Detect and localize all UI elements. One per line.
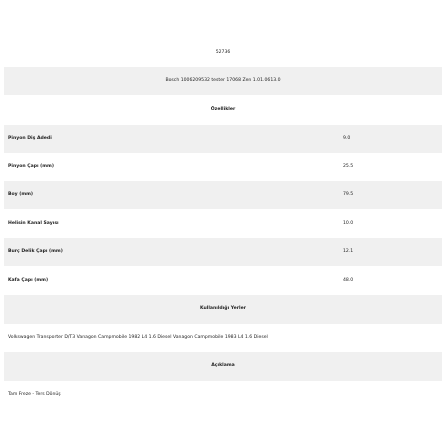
spec-label: Burç Delik Çapı (mm) [8,248,63,254]
spec-row [4,181,442,209]
spec-value: 9.0 [343,135,351,141]
reference-row [4,67,442,95]
usage-text: Volkswagen Transporter D/T3 Vanagon Campmobile 1982 L4 1.6 Diesel Vanagon Campmobile 1983 L4 1.6 Diesel [8,334,268,340]
description-section-title: Açıklama [211,363,235,369]
spec-label: Kafa Çapı (mm) [8,277,49,283]
specs-section-title: Özellikler [210,106,236,112]
spec-row [4,210,442,238]
spec-row [4,267,442,295]
description-section-title-row [4,352,442,381]
spec-value: 79.5 [343,191,354,197]
reference-text: Bosch 1006209532 tester 17068 Zen 1.01.0613.0 [165,77,281,83]
usage-section-title-row [4,295,442,324]
description-text: Tam Freze - Ters Dönüş [8,391,61,397]
product-code: 52736 [215,49,231,55]
specs-section-title-row [4,96,442,124]
spec-row [4,125,442,153]
spec-value: 10.0 [343,220,354,226]
spec-value: 48.0 [343,277,354,283]
spec-label: Boy (mm) [8,191,34,197]
usage-section-title: Kullanıldığı Yerler [200,306,246,312]
product-code-row [4,47,442,59]
spec-label: Pinyon Diş Adedi [8,135,52,141]
spec-label: Helisin Kanal Sayısı [8,220,59,226]
spec-row [4,238,442,266]
spec-label: Pinyon Çapı (mm) [8,163,54,169]
spec-row [4,153,442,181]
spec-value: 25.5 [343,163,354,169]
spec-value: 12.1 [343,248,354,254]
description-text-row [4,381,442,409]
usage-text-row [4,324,442,352]
